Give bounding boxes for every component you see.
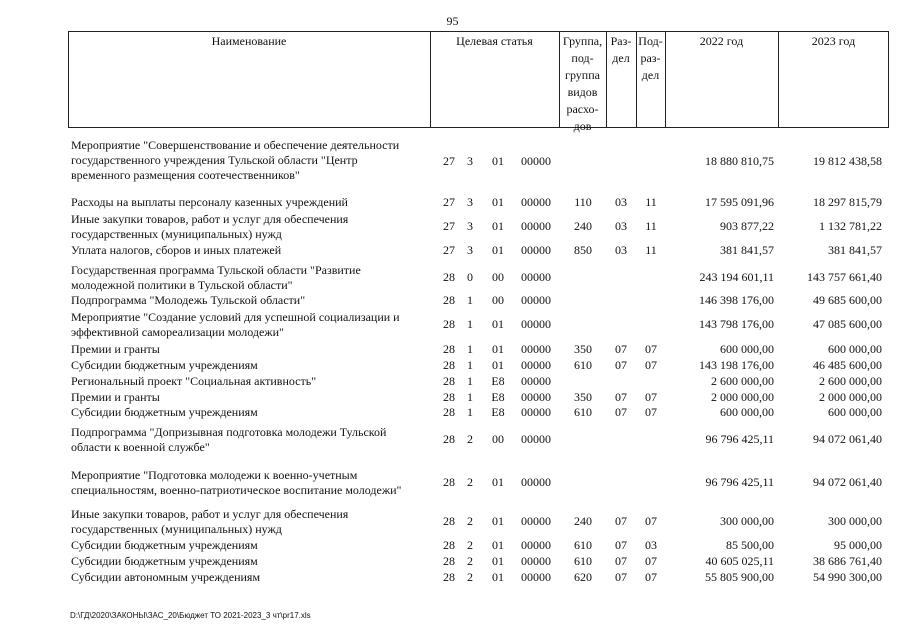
header-name: Наименование bbox=[211, 34, 287, 48]
row-title-line: Субсидии автономным учреждениям bbox=[71, 570, 261, 584]
target-code-program: 27 bbox=[443, 195, 455, 209]
amount-2023: 600 000,00 bbox=[828, 342, 882, 356]
target-code-program: 27 bbox=[443, 154, 455, 168]
target-code-direction: 00000 bbox=[521, 270, 551, 284]
row-title bbox=[71, 138, 431, 183]
row-title bbox=[71, 374, 431, 389]
amount-2023: 381 841,57 bbox=[828, 243, 882, 257]
amount-2023: 1 132 781,22 bbox=[819, 219, 882, 233]
target-code-program: 28 bbox=[443, 270, 455, 284]
section-code: 03 bbox=[615, 243, 627, 257]
target-code-event: 01 bbox=[492, 219, 504, 233]
target-code-subprogram: 1 bbox=[467, 374, 473, 388]
row-title-line: Иные закупки товаров, работ и услуг для обеспечения bbox=[71, 212, 349, 226]
row-title bbox=[71, 554, 431, 569]
subsection-code: 07 bbox=[645, 554, 657, 568]
subsection-code: 07 bbox=[645, 342, 657, 356]
target-code-program: 27 bbox=[443, 243, 455, 257]
target-code-event: 01 bbox=[492, 342, 504, 356]
target-code-event: 01 bbox=[492, 554, 504, 568]
target-code-direction: 00000 bbox=[521, 317, 551, 331]
row-title bbox=[71, 243, 431, 258]
target-code-event: E8 bbox=[491, 374, 505, 388]
target-code-event: E8 bbox=[491, 390, 505, 404]
row-title-line: эффективной самореализации молодежи" bbox=[71, 325, 284, 339]
header-2023: 2023 год bbox=[811, 34, 856, 48]
amount-2022: 143 198 176,00 bbox=[699, 358, 774, 372]
target-code-subprogram: 2 bbox=[467, 554, 473, 568]
target-code-direction: 00000 bbox=[521, 154, 551, 168]
amount-2022: 55 805 900,00 bbox=[705, 570, 774, 584]
row-title-line: государственных (муниципальных) нужд bbox=[71, 227, 282, 241]
amount-2022: 17 595 091,96 bbox=[705, 195, 774, 209]
amount-2022: 96 796 425,11 bbox=[705, 475, 774, 489]
row-title-line: Субсидии бюджетным учреждениям bbox=[71, 358, 258, 372]
expense-group: 610 bbox=[574, 554, 592, 568]
target-code-direction: 00000 bbox=[521, 538, 551, 552]
target-code-direction: 00000 bbox=[521, 570, 551, 584]
target-code-subprogram: 2 bbox=[467, 514, 473, 528]
target-code-subprogram: 3 bbox=[467, 219, 473, 233]
row-title bbox=[71, 507, 431, 537]
target-code-program: 28 bbox=[443, 317, 455, 331]
expense-group: 850 bbox=[574, 243, 592, 257]
target-code-direction: 00000 bbox=[521, 514, 551, 528]
row-title-line: Подпрограмма "Молодежь Тульской области" bbox=[71, 293, 306, 307]
amount-2022: 85 500,00 bbox=[726, 538, 774, 552]
target-code-subprogram: 1 bbox=[467, 317, 473, 331]
target-code-subprogram: 3 bbox=[467, 154, 473, 168]
row-title-line: Субсидии бюджетным учреждениям bbox=[71, 405, 258, 419]
target-code-event: 01 bbox=[492, 154, 504, 168]
row-title bbox=[71, 538, 431, 553]
section-code: 07 bbox=[615, 405, 627, 419]
row-title-line: области к военной службе" bbox=[71, 440, 210, 454]
target-code-subprogram: 3 bbox=[467, 243, 473, 257]
header-subsection: Под- раз- дел bbox=[638, 34, 663, 82]
target-code-subprogram: 3 bbox=[467, 195, 473, 209]
amount-2023: 46 485 600,00 bbox=[813, 358, 882, 372]
target-code-program: 28 bbox=[443, 405, 455, 419]
target-code-subprogram: 2 bbox=[467, 538, 473, 552]
row-title bbox=[71, 570, 431, 585]
row-title bbox=[71, 195, 431, 210]
subsection-code: 07 bbox=[645, 405, 657, 419]
target-code-subprogram: 1 bbox=[467, 390, 473, 404]
amount-2023: 19 812 438,58 bbox=[813, 154, 882, 168]
section-code: 03 bbox=[615, 219, 627, 233]
section-code: 07 bbox=[615, 514, 627, 528]
expense-group: 620 bbox=[574, 570, 592, 584]
row-title bbox=[71, 405, 431, 420]
target-code-direction: 00000 bbox=[521, 219, 551, 233]
amount-2022: 146 398 176,00 bbox=[699, 293, 774, 307]
subsection-code: 11 bbox=[645, 243, 657, 257]
target-code-program: 28 bbox=[443, 390, 455, 404]
amount-2023: 600 000,00 bbox=[828, 405, 882, 419]
row-title-line: временного размещения соотечественников" bbox=[71, 168, 300, 182]
section-code: 07 bbox=[615, 554, 627, 568]
section-code: 07 bbox=[615, 390, 627, 404]
target-code-subprogram: 0 bbox=[467, 270, 473, 284]
row-title-line: специальностям, военно-патриотическое воспитание молодежи" bbox=[71, 483, 402, 497]
amount-2023: 95 000,00 bbox=[834, 538, 882, 552]
target-code-subprogram: 1 bbox=[467, 293, 473, 307]
amount-2022: 300 000,00 bbox=[720, 514, 774, 528]
row-title-line: государственных (муниципальных) нужд bbox=[71, 522, 282, 536]
amount-2022: 40 605 025,11 bbox=[705, 554, 774, 568]
amount-2022: 96 796 425,11 bbox=[705, 432, 774, 446]
expense-group: 350 bbox=[574, 390, 592, 404]
row-title bbox=[71, 390, 431, 405]
expense-group: 610 bbox=[574, 538, 592, 552]
target-code-program: 28 bbox=[443, 432, 455, 446]
amount-2023: 94 072 061,40 bbox=[813, 432, 882, 446]
expense-group: 610 bbox=[574, 405, 592, 419]
expense-group: 350 bbox=[574, 342, 592, 356]
target-code-direction: 00000 bbox=[521, 374, 551, 388]
amount-2022: 18 880 810,75 bbox=[705, 154, 774, 168]
section-code: 03 bbox=[615, 195, 627, 209]
file-path-footer: D:\ГД\2020\ЗАКОНЫ\ЗАС_20\Бюджет ТО 2021-2023_3 чт\pr17.xls bbox=[70, 611, 311, 620]
amount-2023: 143 757 661,40 bbox=[807, 270, 882, 284]
row-title-line: Премии и гранты bbox=[71, 390, 160, 404]
section-code: 07 bbox=[615, 570, 627, 584]
target-code-event: 00 bbox=[492, 293, 504, 307]
amount-2023: 47 085 600,00 bbox=[813, 317, 882, 331]
row-title-line: Мероприятие "Совершенствование и обеспечение деятельности bbox=[71, 138, 400, 152]
amount-2023: 300 000,00 bbox=[828, 514, 882, 528]
amount-2022: 600 000,00 bbox=[720, 342, 774, 356]
target-code-direction: 00000 bbox=[521, 475, 551, 489]
target-code-event: 01 bbox=[492, 243, 504, 257]
section-code: 07 bbox=[615, 538, 627, 552]
target-code-event: 00 bbox=[492, 432, 504, 446]
row-title-line: Премии и гранты bbox=[71, 342, 160, 356]
amount-2023: 18 297 815,79 bbox=[813, 195, 882, 209]
expense-group: 110 bbox=[574, 195, 592, 209]
amount-2022: 600 000,00 bbox=[720, 405, 774, 419]
row-title-line: Государственная программа Тульской области "Развитие bbox=[71, 263, 361, 277]
target-code-direction: 00000 bbox=[521, 405, 551, 419]
target-code-direction: 00000 bbox=[521, 554, 551, 568]
target-code-event: 01 bbox=[492, 317, 504, 331]
row-title bbox=[71, 212, 431, 242]
target-code-event: 01 bbox=[492, 538, 504, 552]
subsection-code: 07 bbox=[645, 514, 657, 528]
row-title-line: государственного учреждения Тульской области "Центр bbox=[71, 153, 358, 167]
target-code-event: 00 bbox=[492, 270, 504, 284]
amount-2023: 54 990 300,00 bbox=[813, 570, 882, 584]
expense-group: 240 bbox=[574, 514, 592, 528]
row-title-line: Иные закупки товаров, работ и услуг для обеспечения bbox=[71, 507, 349, 521]
amount-2022: 143 798 176,00 bbox=[699, 317, 774, 331]
expense-group: 240 bbox=[574, 219, 592, 233]
amount-2023: 2 000 000,00 bbox=[819, 390, 882, 404]
row-title bbox=[71, 468, 431, 498]
target-code-subprogram: 2 bbox=[467, 570, 473, 584]
row-title bbox=[71, 263, 431, 293]
target-code-subprogram: 2 bbox=[467, 432, 473, 446]
target-code-program: 28 bbox=[443, 358, 455, 372]
section-code: 07 bbox=[615, 358, 627, 372]
target-code-program: 28 bbox=[443, 514, 455, 528]
target-code-program: 28 bbox=[443, 342, 455, 356]
page-number: 95 bbox=[446, 14, 459, 28]
row-title-line: Подпрограмма "Допризывная подготовка молодежи Тульской bbox=[71, 425, 387, 439]
target-code-program: 28 bbox=[443, 570, 455, 584]
amount-2022: 903 877,22 bbox=[720, 219, 774, 233]
amount-2023: 2 600 000,00 bbox=[819, 374, 882, 388]
subsection-code: 07 bbox=[645, 390, 657, 404]
target-code-event: 01 bbox=[492, 514, 504, 528]
target-code-program: 28 bbox=[443, 475, 455, 489]
amount-2023: 94 072 061,40 bbox=[813, 475, 882, 489]
target-code-direction: 00000 bbox=[521, 390, 551, 404]
target-code-event: E8 bbox=[491, 405, 505, 419]
row-title bbox=[71, 293, 431, 308]
target-code-program: 28 bbox=[443, 554, 455, 568]
row-title-line: Субсидии бюджетным учреждениям bbox=[71, 538, 258, 552]
row-title-line: Субсидии бюджетным учреждениям bbox=[71, 554, 258, 568]
target-code-direction: 00000 bbox=[521, 342, 551, 356]
expense-group: 610 bbox=[574, 358, 592, 372]
target-code-event: 01 bbox=[492, 358, 504, 372]
target-code-subprogram: 2 bbox=[467, 475, 473, 489]
row-title-line: Расходы на выплаты персоналу казенных учреждений bbox=[71, 195, 348, 209]
target-code-direction: 00000 bbox=[521, 195, 551, 209]
target-code-event: 01 bbox=[492, 475, 504, 489]
header-group: Группа, под- группа видов расхо- дов bbox=[562, 34, 603, 133]
row-title bbox=[71, 310, 431, 340]
row-title-line: Региональный проект "Социальная активность" bbox=[71, 374, 317, 388]
row-title bbox=[71, 425, 431, 455]
subsection-code: 11 bbox=[645, 219, 657, 233]
section-code: 07 bbox=[615, 342, 627, 356]
amount-2022: 243 194 601,11 bbox=[699, 270, 774, 284]
row-title-line: молодежной политики в Тульской области" bbox=[71, 278, 293, 292]
target-code-direction: 00000 bbox=[521, 432, 551, 446]
target-code-direction: 00000 bbox=[521, 358, 551, 372]
target-code-program: 27 bbox=[443, 219, 455, 233]
target-code-subprogram: 1 bbox=[467, 405, 473, 419]
target-code-subprogram: 1 bbox=[467, 358, 473, 372]
amount-2023: 49 685 600,00 bbox=[813, 293, 882, 307]
target-code-event: 01 bbox=[492, 570, 504, 584]
target-code-direction: 00000 bbox=[521, 293, 551, 307]
target-code-program: 28 bbox=[443, 538, 455, 552]
amount-2022: 2 000 000,00 bbox=[711, 390, 774, 404]
subsection-code: 11 bbox=[645, 195, 657, 209]
header-2022: 2022 год bbox=[699, 34, 744, 48]
amount-2023: 38 686 761,40 bbox=[813, 554, 882, 568]
subsection-code: 07 bbox=[645, 570, 657, 584]
target-code-event: 01 bbox=[492, 195, 504, 209]
amount-2022: 381 841,57 bbox=[720, 243, 774, 257]
row-title-line: Уплата налогов, сборов и иных платежей bbox=[71, 243, 282, 257]
row-title-line: Мероприятие "Подготовка молодежи к военно-учетным bbox=[71, 468, 358, 482]
header-section: Раз- дел bbox=[610, 34, 632, 65]
row-title bbox=[71, 358, 431, 373]
target-code-program: 28 bbox=[443, 293, 455, 307]
target-code-subprogram: 1 bbox=[467, 342, 473, 356]
target-code-direction: 00000 bbox=[521, 243, 551, 257]
row-title bbox=[71, 342, 431, 357]
row-title-line: Мероприятие "Создание условий для успешной социализации и bbox=[71, 310, 400, 324]
amount-2022: 2 600 000,00 bbox=[711, 374, 774, 388]
target-code-program: 28 bbox=[443, 374, 455, 388]
subsection-code: 03 bbox=[645, 538, 657, 552]
header-target: Целевая статья bbox=[456, 34, 533, 48]
subsection-code: 07 bbox=[645, 358, 657, 372]
